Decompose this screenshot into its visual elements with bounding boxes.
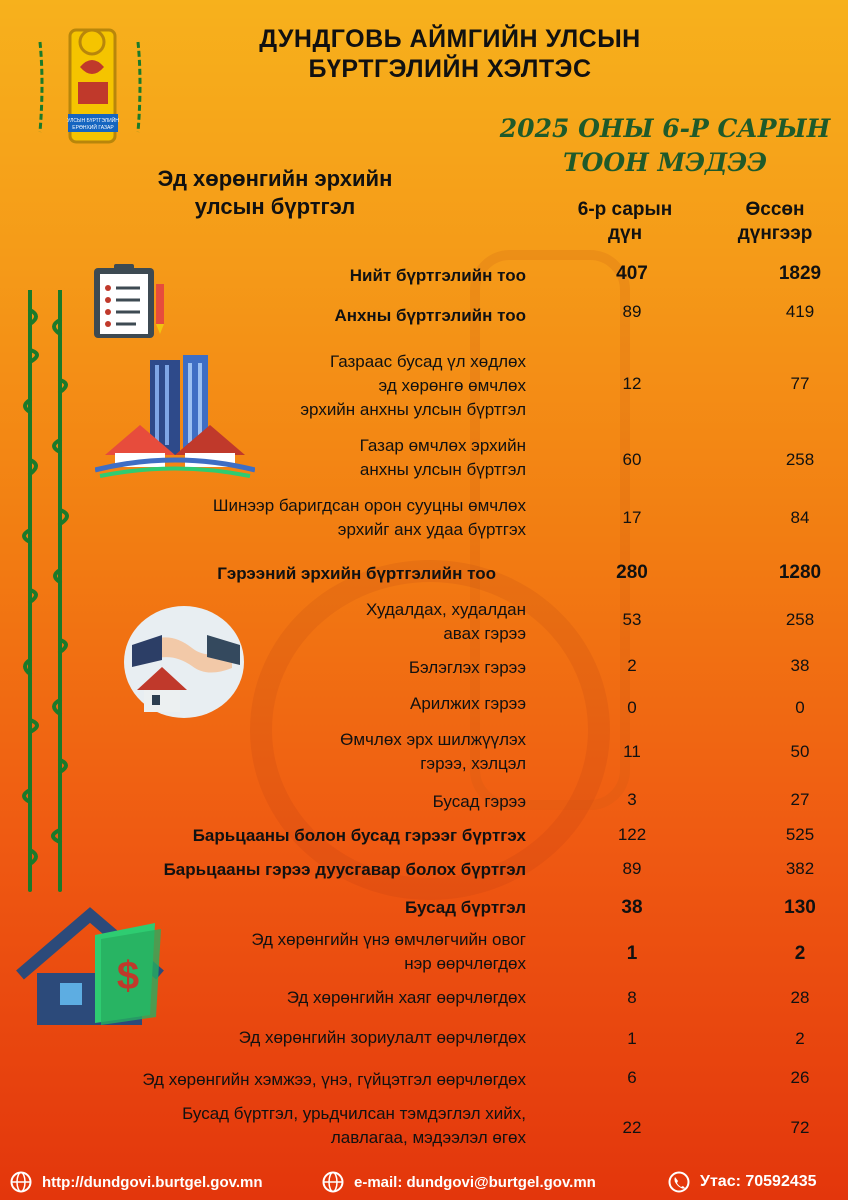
row-label-exchange-contract: Арилжих гэрээ	[410, 694, 526, 713]
row-value-cumulative: 0	[795, 698, 805, 717]
row-label-contract-registrations: Гэрээний эрхийн бүртгэлийн тоо	[217, 564, 496, 583]
section-title-line2: улсын бүртгэл	[194, 194, 356, 219]
row-label-line: Өмчлөх эрх шилжүүлэх	[340, 730, 526, 749]
footer-website[interactable]	[10, 1171, 263, 1193]
row-label-land-ownership	[360, 434, 526, 482]
row-value-month: 60	[622, 450, 642, 469]
row-value-month: 12	[622, 374, 642, 393]
column-header-cumulative	[710, 198, 840, 246]
row-value-cumulative: 2	[794, 943, 806, 964]
house-dollar-icon	[15, 905, 165, 1030]
row-label-address-change: Эд хөрөнгийн хаяг өөрчлөгдөх	[286, 988, 526, 1007]
clipboard-checklist-icon	[92, 262, 172, 340]
row-value-cumulative: 382	[785, 859, 815, 878]
row-value-cumulative: 84	[790, 508, 810, 527]
column-header-cumulative-line2: дүнгээр	[737, 223, 813, 244]
row-label-other-notes-reference	[182, 1102, 526, 1150]
globe-icon	[322, 1171, 344, 1193]
footer-email[interactable]	[322, 1171, 596, 1193]
row-value-month: 53	[622, 610, 642, 629]
row-label-other-registrations: Бусад бүртгэл	[405, 898, 526, 917]
row-label-line: гэрээ, хэлцэл	[420, 754, 526, 773]
row-label-line: Бусад бүртгэл, урьдчилсан тэмдэглэл хийх,	[182, 1104, 526, 1123]
row-value-cumulative: 258	[785, 610, 815, 629]
row-value-month: 11	[623, 742, 641, 761]
row-value-cumulative: 2	[795, 1029, 805, 1048]
agency-logo	[30, 22, 155, 147]
row-label-line: Газраас бусад үл хөдлөх	[329, 352, 526, 371]
row-value-month: 89	[622, 302, 642, 321]
column-header-cumulative-line1: Өссөн	[745, 199, 805, 220]
row-label-line: Газар өмчлөх эрхийн	[359, 436, 526, 455]
row-label-line: авах гэрээ	[443, 624, 526, 643]
row-label-sale-contract	[366, 598, 526, 646]
row-label-line: эрхийг анх удаа бүртгэх	[337, 520, 526, 539]
email-link[interactable]: e-mail: dundgovi@burtgel.gov.mn	[354, 1173, 596, 1191]
phone-number[interactable]: Утас: 70592435	[700, 1173, 817, 1190]
row-value-month: 8	[627, 988, 637, 1007]
row-label-line: Худалдах, худалдан	[365, 600, 526, 619]
row-value-cumulative: 77	[790, 374, 810, 393]
row-value-month: 17	[622, 508, 642, 527]
column-header-month-line2: дүн	[607, 223, 643, 244]
row-value-month: 38	[621, 897, 643, 918]
row-value-cumulative: 38	[790, 656, 810, 675]
footer-contact-bar	[0, 1163, 848, 1200]
row-value-cumulative: 525	[785, 825, 815, 844]
row-label-ownership-transfer	[340, 728, 526, 776]
row-value-cumulative: 26	[790, 1068, 810, 1087]
houses-buildings-icon	[95, 355, 255, 480]
row-label-total-registrations: Нийт бүртгэлийн тоо	[349, 266, 526, 285]
row-label-line: нэр өөрчлөгдөх	[404, 954, 526, 973]
row-value-month: 1	[626, 943, 638, 964]
row-value-cumulative: 72	[790, 1118, 810, 1137]
department-title	[200, 24, 700, 84]
row-value-month: 280	[616, 562, 648, 583]
handshake-house-icon	[122, 605, 247, 720]
row-value-month: 407	[616, 263, 648, 284]
logo-text-line2: ЕРӨНХИЙ ГАЗАР	[72, 125, 114, 131]
mongolian-script-decoration	[10, 290, 80, 900]
column-header-month-line1: 6-р сарын	[577, 199, 673, 220]
row-label-immovable-property	[300, 350, 526, 422]
section-title	[100, 165, 450, 221]
logo-text-line1: УЛСЫН БҮРТГЭЛИЙН	[67, 118, 119, 124]
row-label-gift-contract: Бэлэглэх гэрээ	[408, 658, 526, 677]
phone-icon	[668, 1171, 690, 1193]
row-value-month: 22	[622, 1118, 642, 1137]
website-link[interactable]: http://dundgovi.burtgel.gov.mn	[42, 1173, 263, 1191]
row-value-month: 2	[627, 656, 637, 675]
row-value-cumulative: 27	[790, 790, 810, 809]
row-label-purpose-change: Эд хөрөнгийн зориулалт өөрчлөгдөх	[238, 1028, 526, 1047]
report-period-line1: 2025 ОНЫ 6-Р САРЫН	[499, 114, 831, 143]
row-label-owner-name-change	[251, 928, 526, 976]
row-label-line: лавлагаа, мэдээлэл өгөх	[330, 1128, 526, 1147]
row-value-month: 0	[627, 698, 637, 717]
row-label-new-apartment	[213, 494, 526, 542]
row-value-month: 122	[617, 825, 647, 844]
row-label-size-value-change: Эд хөрөнгийн хэмжээ, үнэ, гүйцэтгэл өөрчлөгдөх	[142, 1070, 526, 1089]
row-value-cumulative: 1829	[778, 263, 822, 284]
department-title-line2: БҮРТГЭЛИЙН ХЭЛТЭС	[308, 55, 592, 83]
row-value-cumulative: 50	[790, 742, 810, 761]
row-label-line: эд хөрөнгө өмчлөх	[378, 376, 526, 395]
row-value-month: 3	[627, 790, 637, 809]
globe-icon	[10, 1171, 32, 1193]
row-value-cumulative: 419	[785, 302, 815, 321]
row-value-month: 89	[622, 859, 642, 878]
row-label-other-contract: Бусад гэрээ	[432, 792, 526, 811]
row-label-initial-registrations: Анхны бүртгэлийн тоо	[334, 306, 526, 325]
section-title-line1: Эд хөрөнгийн эрхийн	[157, 166, 393, 191]
row-label-line: Шинээр баригдсан орон сууцны өмчлөх	[212, 496, 526, 515]
row-value-cumulative: 1280	[778, 562, 822, 583]
row-value-cumulative: 28	[790, 988, 810, 1007]
column-header-month	[555, 198, 695, 246]
row-value-cumulative: 130	[784, 897, 816, 918]
svg-text:$: $	[116, 954, 140, 998]
row-label-line: Эд хөрөнгийн үнэ өмчлөгчийн овог	[251, 930, 526, 949]
row-value-month: 6	[627, 1068, 637, 1087]
row-value-cumulative: 258	[785, 450, 815, 469]
report-period	[470, 112, 848, 180]
report-period-line2: ТООН МЭДЭЭ	[562, 148, 768, 177]
row-label-pledge-registrations: Барьцааны болон бусад гэрээг бүртгэх	[192, 826, 526, 845]
footer-phone[interactable]	[668, 1171, 817, 1193]
row-label-pledge-termination: Барьцааны гэрээ дуусгавар болох бүртгэл	[163, 860, 526, 879]
row-value-month: 1	[627, 1029, 637, 1048]
department-title-line1: ДУНДГОВЬ АЙМГИЙН УЛСЫН	[259, 25, 641, 53]
row-label-line: анхны улсын бүртгэл	[359, 460, 526, 479]
row-label-line: эрхийн анхны улсын бүртгэл	[300, 400, 526, 419]
